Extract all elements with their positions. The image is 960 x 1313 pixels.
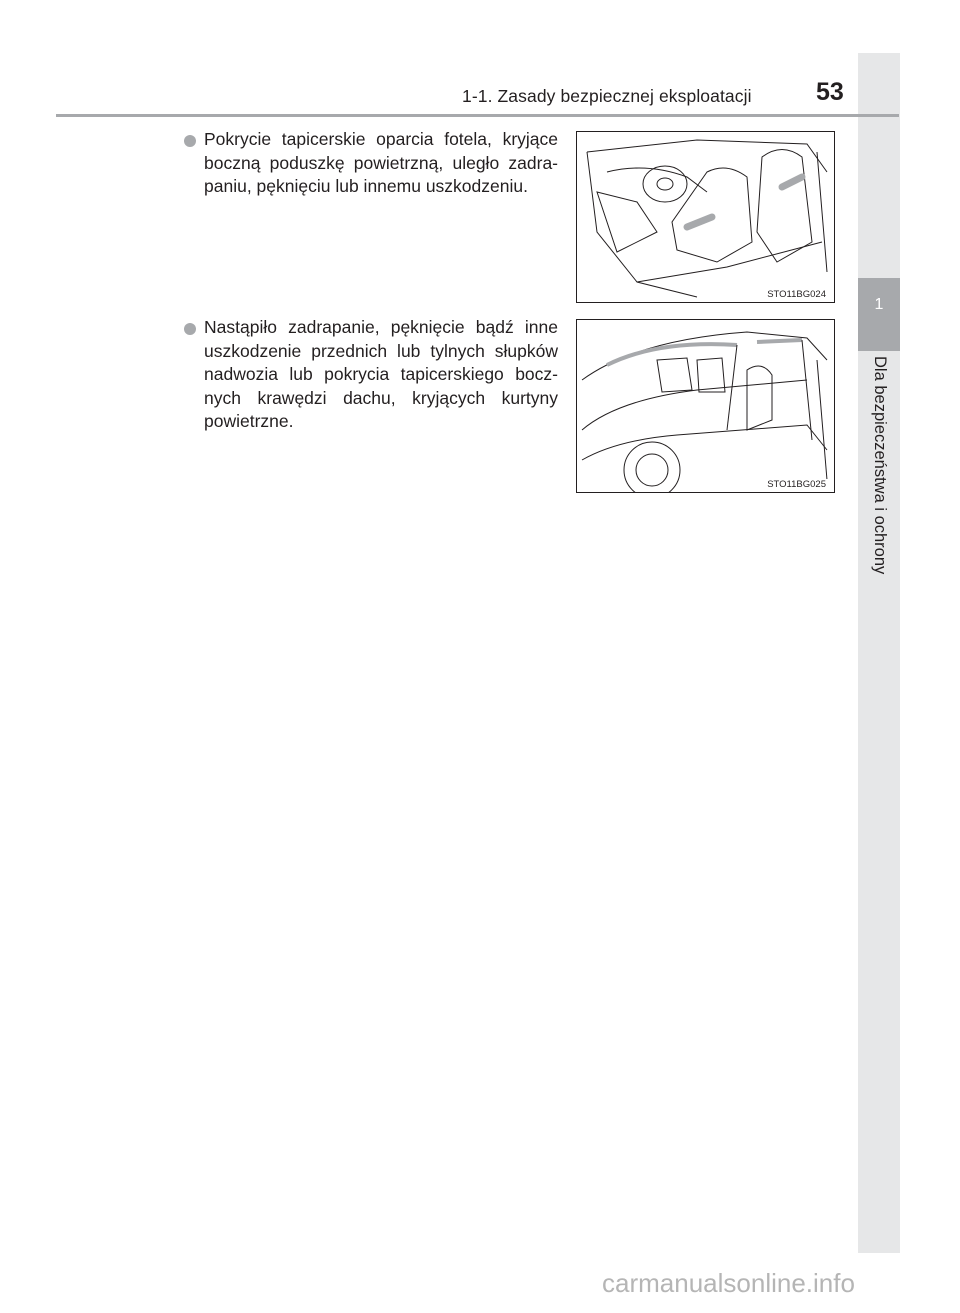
side-strip: [858, 53, 900, 1253]
watermark: carmanualsonline.info: [602, 1268, 855, 1298]
chapter-number: 1: [874, 296, 884, 313]
bullet-item-text: Nastąpiło zadrapanie, pęknięcie bądź inne uszkodzenie przednich lub tylnych słupków nadwozia lub pokrycia tapicerskiego bocznych krawędzi dachu, kryjących kurtyny powietrzne.: [204, 317, 558, 431]
chapter-title: Dla bezpieczeństwa i ochrony: [871, 356, 889, 575]
header-rule: [56, 114, 899, 117]
figure-code: STO11BG024: [767, 289, 826, 300]
chapter-tab: [858, 278, 900, 351]
page-number: 53: [816, 78, 844, 106]
seat-airbag-illustration: [576, 131, 835, 303]
bullet-icon: [184, 135, 196, 147]
bullet-item-text: Pokrycie tapicerskie oparcia fotela, kryjące boczną poduszkę powietrzną, uległo zadrapaniu, pęknięciu lub innemu uszkodzeniu.: [204, 129, 558, 196]
bullet-icon: [184, 323, 196, 335]
figure-code: STO11BG025: [767, 479, 826, 490]
curtain-airbag-illustration: [576, 319, 835, 493]
section-title: 1-1. Zasady bezpiecznej eksploatacji: [462, 86, 752, 106]
